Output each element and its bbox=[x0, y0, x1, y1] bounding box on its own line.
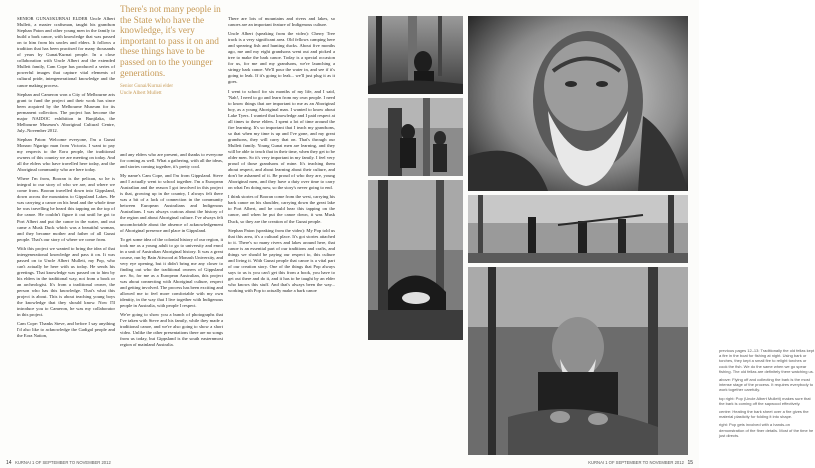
folio-text: KURNAI 1 OF SEPTEMBER TO NOVEMBER 2012 bbox=[588, 460, 684, 465]
photo-stripping-bark bbox=[368, 98, 463, 176]
right-page bbox=[350, 0, 815, 468]
paragraph: I think stories of Booran come from the west, carrying his bark canoe on his shoulder, carrying down the great lake to Port Albert, and he could hear this tapping on the canoe, and when he put the canoe down, it was Musk Duck, so they are the creation of the Gunai people. bbox=[228, 194, 335, 224]
text-column-2 bbox=[120, 152, 223, 351]
right-folio bbox=[588, 460, 693, 466]
text-column-1 bbox=[17, 16, 115, 342]
caption: previous pages 12–13: Traditionally the old fellas kept a fire in the boat for fishing at night. Using bark or torches, they kept a small fire to relight torches or cook the fish. We do the same when we go spear fishing. The old fellas are definitely there watching us. bbox=[719, 348, 815, 374]
paragraph: Uncle Albert (speaking from the video): Cherry Tree track is a very significant area. Old fellows camping here and spearing fish and hunting ducks. About five months ago, me and my eight grandsons went out and picked a tree to make the bark canoe. Today is a special occasion for us, for me and my grandsons, we're launching a stringy bark canoe. We'll pour the water in, and see if it's going to leak. If it's going to leak... we'll just plug it as it goes. bbox=[228, 31, 335, 85]
photo-elder-demonstration bbox=[468, 267, 688, 455]
attribution-line-2: Uncle Albert Mullett bbox=[120, 90, 162, 96]
paragraph: and any elders who are present, and thanks to everyone for coming as well. What a gathering, with all the ideas, and stories coming together, it's pretty cool. bbox=[120, 152, 223, 170]
left-folio bbox=[6, 460, 111, 466]
photo-group-clearing bbox=[468, 195, 688, 263]
photo-elder-portrait bbox=[468, 16, 688, 191]
page-number: 15 bbox=[687, 460, 693, 466]
attribution-line-1: Senior Gunai/Kurnai elder bbox=[120, 84, 174, 90]
text-column-3 bbox=[228, 16, 335, 297]
left-page bbox=[0, 0, 350, 468]
paragraph: Stephan and Cameron won a City of Melbourne arts grant to fund the project and their work has since been acquired by the Melbourne Museum for its permanent collection. The project has become the major NAIDOC exhibition in Bunjilaka, the Melbourne Museum's Aboriginal Cultural Centre, July–November 2012. bbox=[17, 91, 115, 133]
caption: right: Pop gets involved with a hands-on demonstration of the finer details. Most of the time he just directs. bbox=[719, 422, 814, 438]
paragraph: To get some idea of the colonial history of our region, it took me as a young adult to go to university and enrol in a unit of Australian Aboriginal history. It was a great course, run by Bain Attwood at Monash University, and very eye opening, but it didn't bring me any closer to finding out who the traditional owners of Gippsland are. So, for me as a European Australian, this project was about connecting with Aboriginal culture, respect and getting involved. The process has been exciting and allowed me to feel more comfortable with my own identity, in the way that I live together with Indigenous people in Australia, with people I respect. bbox=[120, 236, 223, 309]
paragraph: Cam Cope: Thanks Steve, and before I say anything I'd also like to acknowledge the Gadigal people and the Eora Nation, bbox=[17, 321, 115, 339]
paragraph: SENIOR GUNAI/KURNAI ELDER Uncle Albert Mullett, a master craftsman, taught his grandson Stephan Paton and other young men in the family to build a bark canoe, with knowledge that was passed on to him from his uncles and elders. It follows a tradition that has been practised for many thousands of years by Gunai/Kurnai people. In a close collaboration with Uncle Albert and the extended Mullett family, Cam Cope has produced a series of powerful images that capture vital elements of cultural pride, intergenerational knowledge and the canoe making process. bbox=[17, 16, 115, 88]
caption: centre: Heating the bark sheet over a fire gives the material plasticity for folding it into shape. bbox=[719, 409, 809, 420]
paragraph: There are lots of mountains and rivers and lakes, so canoes are an important feature of Indigenous culture. bbox=[228, 16, 335, 28]
pull-quote-attribution bbox=[120, 84, 226, 97]
paragraph: Stephan Paton (speaking from the video): My Pop told us that this area, it's a cultural place. It's got stories attached to it. There's so many rivers and lakes around here, that canoe is an essential part of our traditions and crafts, and things we should be paying our respect to, this culture and living it. With Gunai people that canoe is a vital part of our creation story. One of the things that Pop always says to us is you can't get this from a book, you have to get out there and do it, and it has to be taught by an elder who knows this stuff. And that's always been the way... working with Pop to actually make a bark canoe bbox=[228, 227, 335, 294]
caption: above: Flying off and collecting the bark is the most intense stage of the process. It requires everybody to work together carefully. bbox=[719, 377, 814, 393]
caption: top right: Pop (Uncle Albert Mullett) makes sure that the bark is coming off the sapwood effectively. bbox=[719, 395, 811, 406]
paragraph: Stephan Paton: Welcome everyone, I'm a Gunai Monaro Ngarigo man from Victoria. I want to pay my respects to the Eora people, the traditional owners of this country we are meeting on today. And all the elders who have travelled here today, and the Aboriginal community who are here today. bbox=[17, 136, 115, 173]
photo-fire-heating bbox=[368, 180, 463, 340]
photo-captions bbox=[719, 348, 815, 441]
pull-quote bbox=[120, 5, 226, 97]
page-number: 14 bbox=[6, 460, 12, 466]
paragraph: I went to school for six months of my life, and I said, 'Nah!, I need to go and learn from my own people. I need to know things that are important to me as an Aboriginal boy, as a young Aboriginal man. I wanted to know about Lake Tyers. I wanted that knowledge and I paid respect at all times to these elders. I spent a lot of time around the fire learning. It's so important that I teach my grandsons, so that when my time is up and I've gone, and my great grandsons, they will carry that on. That's through our Mullett family. Young Gunai men are learning, and they will be able to teach that in their time, when they get to be older men. So it's very important in my family. I feel very proud of those grandsons of mine. It's teaching them about respect, and about learning about their culture, and don't be ashamed of it. Be proud of who they are, young Aboriginal men, and they have a duty over time to carry on what I'm doing now, so the story's never going to end. bbox=[228, 88, 335, 191]
paragraph: My name's Cam Cope, and I'm from Gippsland. Steve and I actually went to school together. I'm a European Australian and the reason I got involved in this project is that, growing up in the country, I always felt there was a bit of a lack of connection in the community between European Australians and Indigenous Australians. I was always curious about the history of the region and about Aboriginal culture. I've always felt uncomfortable about the absence of acknowledgement of Aboriginal presence and place in Gippsland. bbox=[120, 173, 223, 233]
paragraph: We're going to show you a bunch of photographs that I've taken with Steve and his family, while they made a traditional canoe, and we're also going to show a short video. Unlike the other presentations there are no songs from us today, but Gippsland is the south easternmost region of mainland Australia. bbox=[120, 312, 223, 348]
folio-text: KURNAI 1 OF SEPTEMBER TO NOVEMBER 2012 bbox=[15, 460, 111, 465]
paragraph: With this project we wanted to bring the idea of that intergenerational knowledge and pass it on. It was passed on to Uncle Albert Mullett, my Pop, who can't actually be here with us today. He sends his greetings. That knowledge was passed on to him by his elders in the traditional way, not from a book or an archeologist. It's from a traditional owner, the person who has this knowledge. That's what this project is about. This is about teaching young boys the knowledge that they should know. Now I'll introduce you to Cameron, he was my collaborator in this project. bbox=[17, 245, 115, 318]
pull-quote-text: There's not many people in the State who have the knowledge, it's very important to pass it on and these things have to be passed on to the younger generations. bbox=[120, 5, 221, 79]
paragraph: Where I'm from, Booran is the pelican, so he is integral to our story of who we are, and where we come from. Booran travelled down into Gippsland, down across the mountains to Gippsland Lakes. He was carrying a canoe on his head and the whole time he was travelling he heard this tapping on the top of the canoe. He couldn't figure it out until he got to Port Albert and put the canoe in the water, and out came a Musk Duck which was a beautiful woman, and they became mother and father of all Gunai people. That's our story of where we come from. bbox=[17, 176, 115, 242]
photo-elder-forest bbox=[368, 16, 463, 94]
